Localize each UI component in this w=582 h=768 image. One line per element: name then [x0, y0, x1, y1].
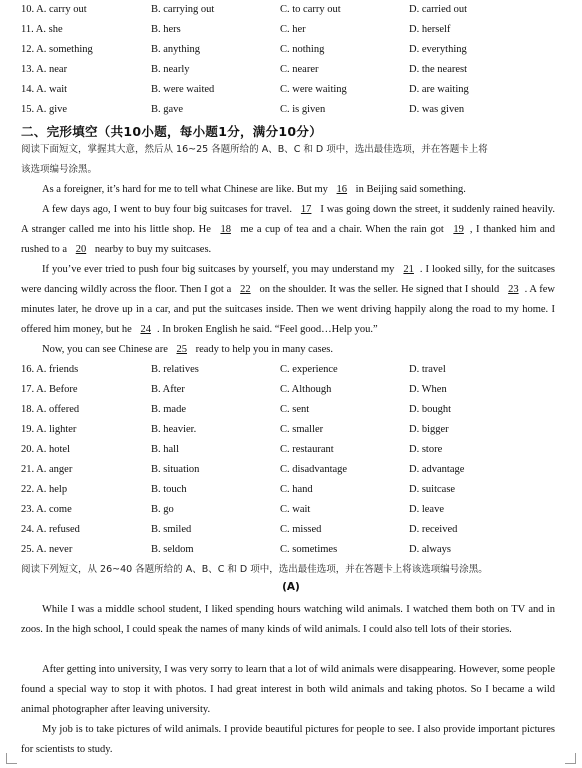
cloze-paragraph-2	[21, 200, 555, 260]
text: As a foreigner, it’s hard for me to tell what Chinese are like. But my	[42, 184, 331, 195]
option-row-16	[0, 360, 582, 380]
blank-21: 21	[403, 264, 414, 275]
option-c: C. sent	[280, 404, 310, 415]
crop-mark-bottom-right	[565, 753, 576, 764]
reading-instruction: 阅读下列短文，从 26~40 各题所给的 A、B、C 和 D 项中，选出最佳选项，并在答题卡上将该选项编号涂黑。	[21, 564, 488, 575]
text: me a cup of tea and a chair. When the rain got	[236, 224, 448, 235]
option-c: C. wait	[280, 504, 311, 515]
option-row-10	[0, 0, 582, 20]
option-b: B. touch	[151, 484, 187, 495]
text: , I thanked him and rushed to a	[21, 224, 555, 255]
option-d: D. advantage	[409, 464, 465, 475]
option-row-18	[0, 400, 582, 420]
option-b: B. situation	[151, 464, 200, 475]
option-b: B. go	[151, 504, 174, 515]
option-a: 25. A. never	[21, 544, 73, 555]
text: . In broken English he said. “Feel good…Help you.”	[156, 324, 378, 335]
option-c: C. disadvantage	[280, 464, 348, 475]
option-b: B. were waited	[151, 84, 215, 95]
text: A few days ago, I went to buy four big suitcases for travel.	[42, 204, 295, 215]
option-a: 23. A. come	[21, 504, 72, 515]
option-c: C. hand	[280, 484, 313, 495]
text: . I looked silly, for the suitcases were dancing wildly across the floor. Then I got a	[21, 264, 555, 295]
option-d: D. bought	[409, 404, 451, 415]
blank-23: 23	[508, 284, 519, 295]
option-a: 16. A. friends	[21, 364, 79, 375]
option-d: D. everything	[409, 44, 467, 55]
option-b: B. smiled	[151, 524, 192, 535]
instruction-line: 该选项编号涂黑。	[21, 164, 98, 175]
option-a: 10. A. carry out	[21, 4, 87, 15]
option-d: D. herself	[409, 24, 451, 35]
option-c: C. were waiting	[280, 84, 347, 95]
option-a: 12. A. something	[21, 44, 93, 55]
instruction-line: 阅读下面短文，掌握其大意，然后从 16~25 各题所给的 A、B、C 和 D 项中，选出最佳选项，并在答题卡上将	[21, 144, 488, 155]
option-a: 14. A. wait	[21, 84, 68, 95]
option-a: 20. A. hotel	[21, 444, 70, 455]
option-c: C. sometimes	[280, 544, 338, 555]
option-d: D. store	[409, 444, 443, 455]
cloze-instruction	[21, 140, 561, 180]
option-b: B. made	[151, 404, 186, 415]
option-row-19	[0, 420, 582, 440]
option-c: C. her	[280, 24, 306, 35]
blank-19: 19	[453, 224, 464, 235]
option-c: C. restaurant	[280, 444, 334, 455]
option-d: D. are waiting	[409, 84, 469, 95]
cloze-paragraph-3	[21, 260, 555, 340]
option-d: D. travel	[409, 364, 446, 375]
reading-paragraph-3	[21, 720, 555, 760]
reading-paragraph-1	[21, 600, 555, 640]
option-d: D. carried out	[409, 4, 468, 15]
option-c: C. nothing	[280, 44, 325, 55]
option-a: 19. A. lighter	[21, 424, 77, 435]
option-c: C. smaller	[280, 424, 324, 435]
option-b: B. hers	[151, 24, 181, 35]
text: After getting into university, I was very sorry to learn that a lot of wild animals were disappearing. However, some people found a special way to stop it with photos. I had great interest in both wild animals and taking photos. So I became a wild animal photographer after leaving university.	[21, 664, 555, 715]
option-d: D. When	[409, 384, 447, 395]
option-b: B. nearly	[151, 64, 190, 75]
option-b: B. After	[151, 384, 185, 395]
option-a: 22. A. help	[21, 484, 68, 495]
blank-16: 16	[336, 184, 348, 195]
option-d: D. the nearest	[409, 64, 468, 75]
crop-mark-bottom-left	[6, 753, 17, 764]
option-b: B. seldom	[151, 544, 194, 555]
blank-20: 20	[75, 244, 87, 255]
option-a: 21. A. anger	[21, 464, 73, 475]
text: nearby to buy my suitcases.	[92, 244, 212, 255]
passage-label: (A)	[282, 581, 300, 593]
option-row-13	[0, 60, 582, 80]
option-c: C. Although	[280, 384, 332, 395]
option-row-21	[0, 460, 582, 480]
option-b: B. hall	[151, 444, 179, 455]
option-row-22	[0, 480, 582, 500]
option-a: 13. A. near	[21, 64, 68, 75]
blank-24: 24	[140, 324, 151, 335]
option-row-14	[0, 80, 582, 100]
text: Now, you can see Chinese are	[42, 344, 171, 355]
text: While I was a middle school student, I liked spending hours watching wild animals. I watched them both on TV and in zoos. In the high school, I could speak the names of many kinds of wild animals. I could also tell lots of their stories.	[21, 604, 555, 635]
option-a: 17. A. Before	[21, 384, 78, 395]
option-b: B. relatives	[151, 364, 199, 375]
option-c: C. experience	[280, 364, 338, 375]
option-row-24	[0, 520, 582, 540]
blank-17: 17	[300, 204, 312, 215]
blank-22: 22	[240, 284, 251, 295]
text: If you’ve ever tried to push four big suitcases by yourself, you may understand my	[42, 264, 398, 275]
blank-25: 25	[176, 344, 187, 355]
option-row-23	[0, 500, 582, 520]
option-d: D. bigger	[409, 424, 449, 435]
option-c: C. is given	[280, 104, 326, 115]
cloze-paragraph-4	[21, 340, 555, 360]
option-a: 15. A. give	[21, 104, 68, 115]
option-c: C. missed	[280, 524, 322, 535]
option-b: B. anything	[151, 44, 200, 55]
option-d: D. suitcase	[409, 484, 456, 495]
option-row-15	[0, 100, 582, 120]
text: . A few minutes later, he drove up in a car, and put the suitcases inside. Then we went driving happily along the road to my home. I offered him money, but he	[21, 284, 555, 335]
cloze-paragraph-1	[21, 180, 555, 200]
option-row-25	[0, 540, 582, 560]
option-d: D. was given	[409, 104, 465, 115]
option-d: D. received	[409, 524, 458, 535]
option-a: 11. A. she	[21, 24, 63, 35]
option-a: 18. A. offered	[21, 404, 80, 415]
text: on the shoulder. It was the seller. He signed that I should	[256, 284, 503, 295]
option-row-20	[0, 440, 582, 460]
section-title-cloze: 二、完形填空（共10小题，每小题1分，满分10分）	[21, 124, 322, 139]
option-c: C. to carry out	[280, 4, 341, 15]
text: My job is to take pictures of wild animals. I provide beautiful pictures for people to see. I also provide important pictures for scientists to study.	[21, 724, 555, 755]
blank-18: 18	[220, 224, 231, 235]
option-row-12	[0, 40, 582, 60]
option-c: C. nearer	[280, 64, 319, 75]
option-b: B. carrying out	[151, 4, 215, 15]
option-d: D. always	[409, 544, 451, 555]
option-d: D. leave	[409, 504, 444, 515]
text: ready to help you in many cases.	[192, 344, 333, 355]
option-a: 24. A. refused	[21, 524, 80, 535]
option-row-11	[0, 20, 582, 40]
text: in Beijing said something.	[353, 184, 466, 195]
option-b: B. heavier.	[151, 424, 197, 435]
option-b: B. gave	[151, 104, 184, 115]
reading-paragraph-2	[21, 660, 555, 720]
text: I was going down the street, it suddenly rained heavily. A stranger called me into his little shop. He	[21, 204, 555, 235]
option-row-17	[0, 380, 582, 400]
